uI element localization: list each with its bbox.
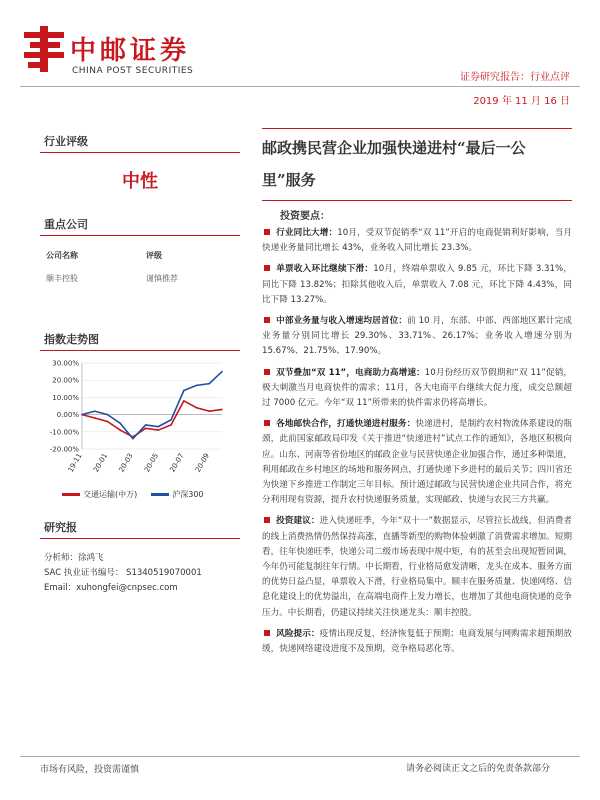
companies-section bbox=[40, 213, 240, 292]
data-point bbox=[196, 385, 198, 387]
list-item bbox=[262, 262, 572, 308]
bullet-square-icon bbox=[264, 369, 270, 375]
bullet-body: 进入快递旺季，今年“双十一”数据显示，尽管拉长战线，但消费者的线上消费热情仍然保持高涨，直播等新型的购物体验刺激了消费需求增加。短期看，往年快递旺季，快递公司二级市场表现中规中矩，有的甚至会出现短暂回调，今年仍可能复制往年行情。中长期看，行业格局愈发清晰，龙头在成本、服务方面的优势日益凸显，单票收入下滑，行业格局集中。顺丰在服务质量、快递网络、信息化建设上的优势溢出，在高端电商件上发力增长，也增加了其他电商快递的竞争压力。中长期看，仍建议持续关注快递龙头：顺丰控股。 bbox=[262, 516, 572, 618]
y-tick-label: -20.00% bbox=[49, 445, 79, 454]
company-name: 顺丰控股 bbox=[46, 274, 78, 283]
bullet-body: 10月，受双节促销季“双 11”开启的电商促销利好影响，当月快递业务量同比增长 43%，业务收入同比增长 23.3%。 bbox=[262, 228, 572, 254]
companies-title: 重点公司 bbox=[40, 213, 240, 236]
list-item bbox=[262, 366, 572, 412]
page-title bbox=[262, 128, 572, 196]
data-point bbox=[107, 421, 109, 423]
legend-item bbox=[62, 489, 137, 500]
list-item bbox=[262, 627, 572, 657]
logo-icon bbox=[22, 24, 66, 74]
report-type: 证券研究报告：行业点评 bbox=[460, 72, 570, 83]
x-tick-label: 20-03 bbox=[117, 452, 135, 474]
index-chart bbox=[40, 357, 230, 487]
title-bottom-rule bbox=[262, 200, 572, 201]
rating-value: 中性 bbox=[122, 171, 158, 192]
bullet-head: 风险提示： bbox=[276, 628, 320, 639]
x-tick-label: 20-01 bbox=[92, 452, 110, 474]
list-item bbox=[262, 417, 572, 508]
brand-name: 中邮证券 bbox=[70, 36, 191, 66]
bullet-head: 单票收入环比继续下滑： bbox=[276, 264, 374, 275]
data-point bbox=[94, 417, 96, 419]
y-tick-label: -10.00% bbox=[49, 428, 79, 437]
main-content bbox=[262, 128, 572, 663]
list-item bbox=[262, 226, 572, 256]
data-point bbox=[221, 409, 223, 411]
left-sidebar bbox=[40, 130, 240, 596]
list-item bbox=[262, 314, 572, 360]
data-point bbox=[119, 429, 121, 431]
y-tick-label: 10.00% bbox=[52, 393, 79, 402]
bullet-body: 前 10 月，东部、中部、西部地区累计完成业务量分别同比增长 29.30%、33.71%、26.17%；业务收入增速分别为 15.67%、21.75%、17.90%。 bbox=[262, 316, 572, 357]
chart-legend bbox=[62, 489, 240, 500]
data-point bbox=[119, 422, 121, 424]
analyst-name: 分析师：徐鸿飞 bbox=[44, 553, 104, 563]
footer-risk: 市场有风险，投资需谨慎 bbox=[40, 765, 140, 775]
legend-item bbox=[151, 489, 203, 500]
bullet-body: 10月份经历双节假期和“双 11”促销，极大刺激当月电商快件的需求；11月，各大电商平台继续大促力度，成交总额超过 7000 亿元。今年“双 11”所带来的快件需求仍将高增长。 bbox=[262, 367, 573, 409]
bullet-head: 中部业务量与收入增速均居首位： bbox=[276, 316, 408, 327]
rating-title: 行业评级 bbox=[40, 130, 240, 153]
bullet-square-icon bbox=[264, 229, 270, 235]
legend-label: 沪深300 bbox=[172, 490, 204, 499]
bullet-list bbox=[262, 226, 572, 657]
data-point bbox=[221, 371, 223, 373]
data-point bbox=[196, 407, 198, 409]
data-point bbox=[170, 424, 172, 426]
title-line-2: 里”服务 bbox=[262, 171, 316, 189]
list-item bbox=[262, 514, 572, 620]
series-line-transport bbox=[82, 401, 222, 437]
bullet-body: 疫情出现反复，经济恢复低于预期；电商发展与网购需求超预期放缓，快递网络建设进度不及预期，竞争格局恶化等。 bbox=[262, 628, 572, 655]
title-line-1: 邮政携民营企业加强快递进村“最后一公 bbox=[262, 139, 526, 157]
bullet-head: 各地邮快合作，打通快递进村服务： bbox=[276, 419, 416, 430]
data-point bbox=[81, 414, 83, 416]
data-point bbox=[208, 383, 210, 385]
bullet-body: 10月，终端单票收入 9.85 元，环比下降 3.31%，同比下降 13.82%；扣除其他收入后，单票收入 7.08 元，环比下降 4.43%，同比下降 13.27%。 bbox=[262, 264, 572, 305]
analyst-section bbox=[40, 516, 240, 596]
bullet-head: 行业同比大增： bbox=[276, 228, 338, 238]
companies-header-rating: 评级 bbox=[146, 251, 162, 260]
y-tick-label: 20.00% bbox=[52, 376, 79, 385]
y-tick-label: 0.00% bbox=[56, 411, 79, 420]
data-point bbox=[145, 424, 147, 426]
bullet-body: 快递进村，是制约农村物流体系建设的瓶颈，此前国家邮政局印发《关于推进“快递进村”试点工作的通知》，各地区积极向应。山东、河南等省份地区的邮政企业与民营快递企业加强合作，通过多种渠道，利用邮政在乡村地区的场地和服务网点，打通快递下乡进村的最后关节；四川省还为快递下乡推进工作制定三年目标。预计通过邮政与民营快递企业共同合作，将充分利用现有资源，提升农村快递服务质量，实现邮政、快递与农民三方共赢。 bbox=[262, 419, 572, 506]
companies-header-name: 公司名称 bbox=[46, 251, 78, 260]
table-row bbox=[40, 265, 240, 292]
legend-label: 交通运输(中万) bbox=[83, 490, 138, 499]
header-divider bbox=[20, 86, 580, 87]
data-point bbox=[145, 428, 147, 430]
footer-disclaimer: 请务必阅读正文之后的免责条款部分 bbox=[405, 764, 550, 774]
data-point bbox=[183, 390, 185, 392]
chart-section bbox=[40, 328, 240, 500]
bullet-square-icon bbox=[264, 420, 270, 426]
legend-swatch-red bbox=[62, 493, 80, 496]
x-tick-label: 20-05 bbox=[142, 452, 161, 474]
companies-table bbox=[40, 246, 240, 292]
analyst-cert: SAC 执业证书编号： S1340519070001 bbox=[44, 568, 202, 578]
chart-title: 指数走势图 bbox=[40, 328, 240, 351]
data-point bbox=[107, 414, 109, 416]
legend-swatch-blue bbox=[151, 493, 169, 496]
x-tick-label: 20-09 bbox=[193, 452, 212, 474]
key-points-label: 投资要点： bbox=[280, 211, 330, 222]
brand-name-en: CHINA POST SECURITIES bbox=[72, 66, 194, 76]
bullet-head: 双节叠加“双 11”，电商助力高增速： bbox=[276, 367, 425, 378]
data-point bbox=[183, 400, 185, 402]
data-point bbox=[208, 410, 210, 412]
company-rating: 谨慎推荐 bbox=[146, 274, 178, 283]
data-point bbox=[158, 429, 160, 431]
x-tick-label: 19-11 bbox=[66, 452, 84, 474]
bullet-square-icon bbox=[264, 630, 270, 636]
bullet-square-icon bbox=[264, 517, 270, 523]
bullet-head: 投资建议： bbox=[276, 516, 320, 527]
y-tick-label: 30.00% bbox=[52, 359, 79, 368]
data-point bbox=[158, 426, 160, 428]
report-date: 2019 年 11 月 16 日 bbox=[473, 96, 570, 107]
analyst-title: 研究报 bbox=[40, 516, 240, 539]
analyst-email[interactable]: Email：xuhongfei@cnpsec.com bbox=[44, 583, 178, 593]
data-point bbox=[94, 410, 96, 412]
data-point bbox=[170, 419, 172, 421]
data-point bbox=[132, 438, 134, 440]
x-tick-label: 20-07 bbox=[168, 452, 186, 474]
bullet-square-icon bbox=[264, 265, 270, 271]
bullet-square-icon bbox=[264, 317, 270, 323]
footer-divider bbox=[20, 756, 580, 757]
